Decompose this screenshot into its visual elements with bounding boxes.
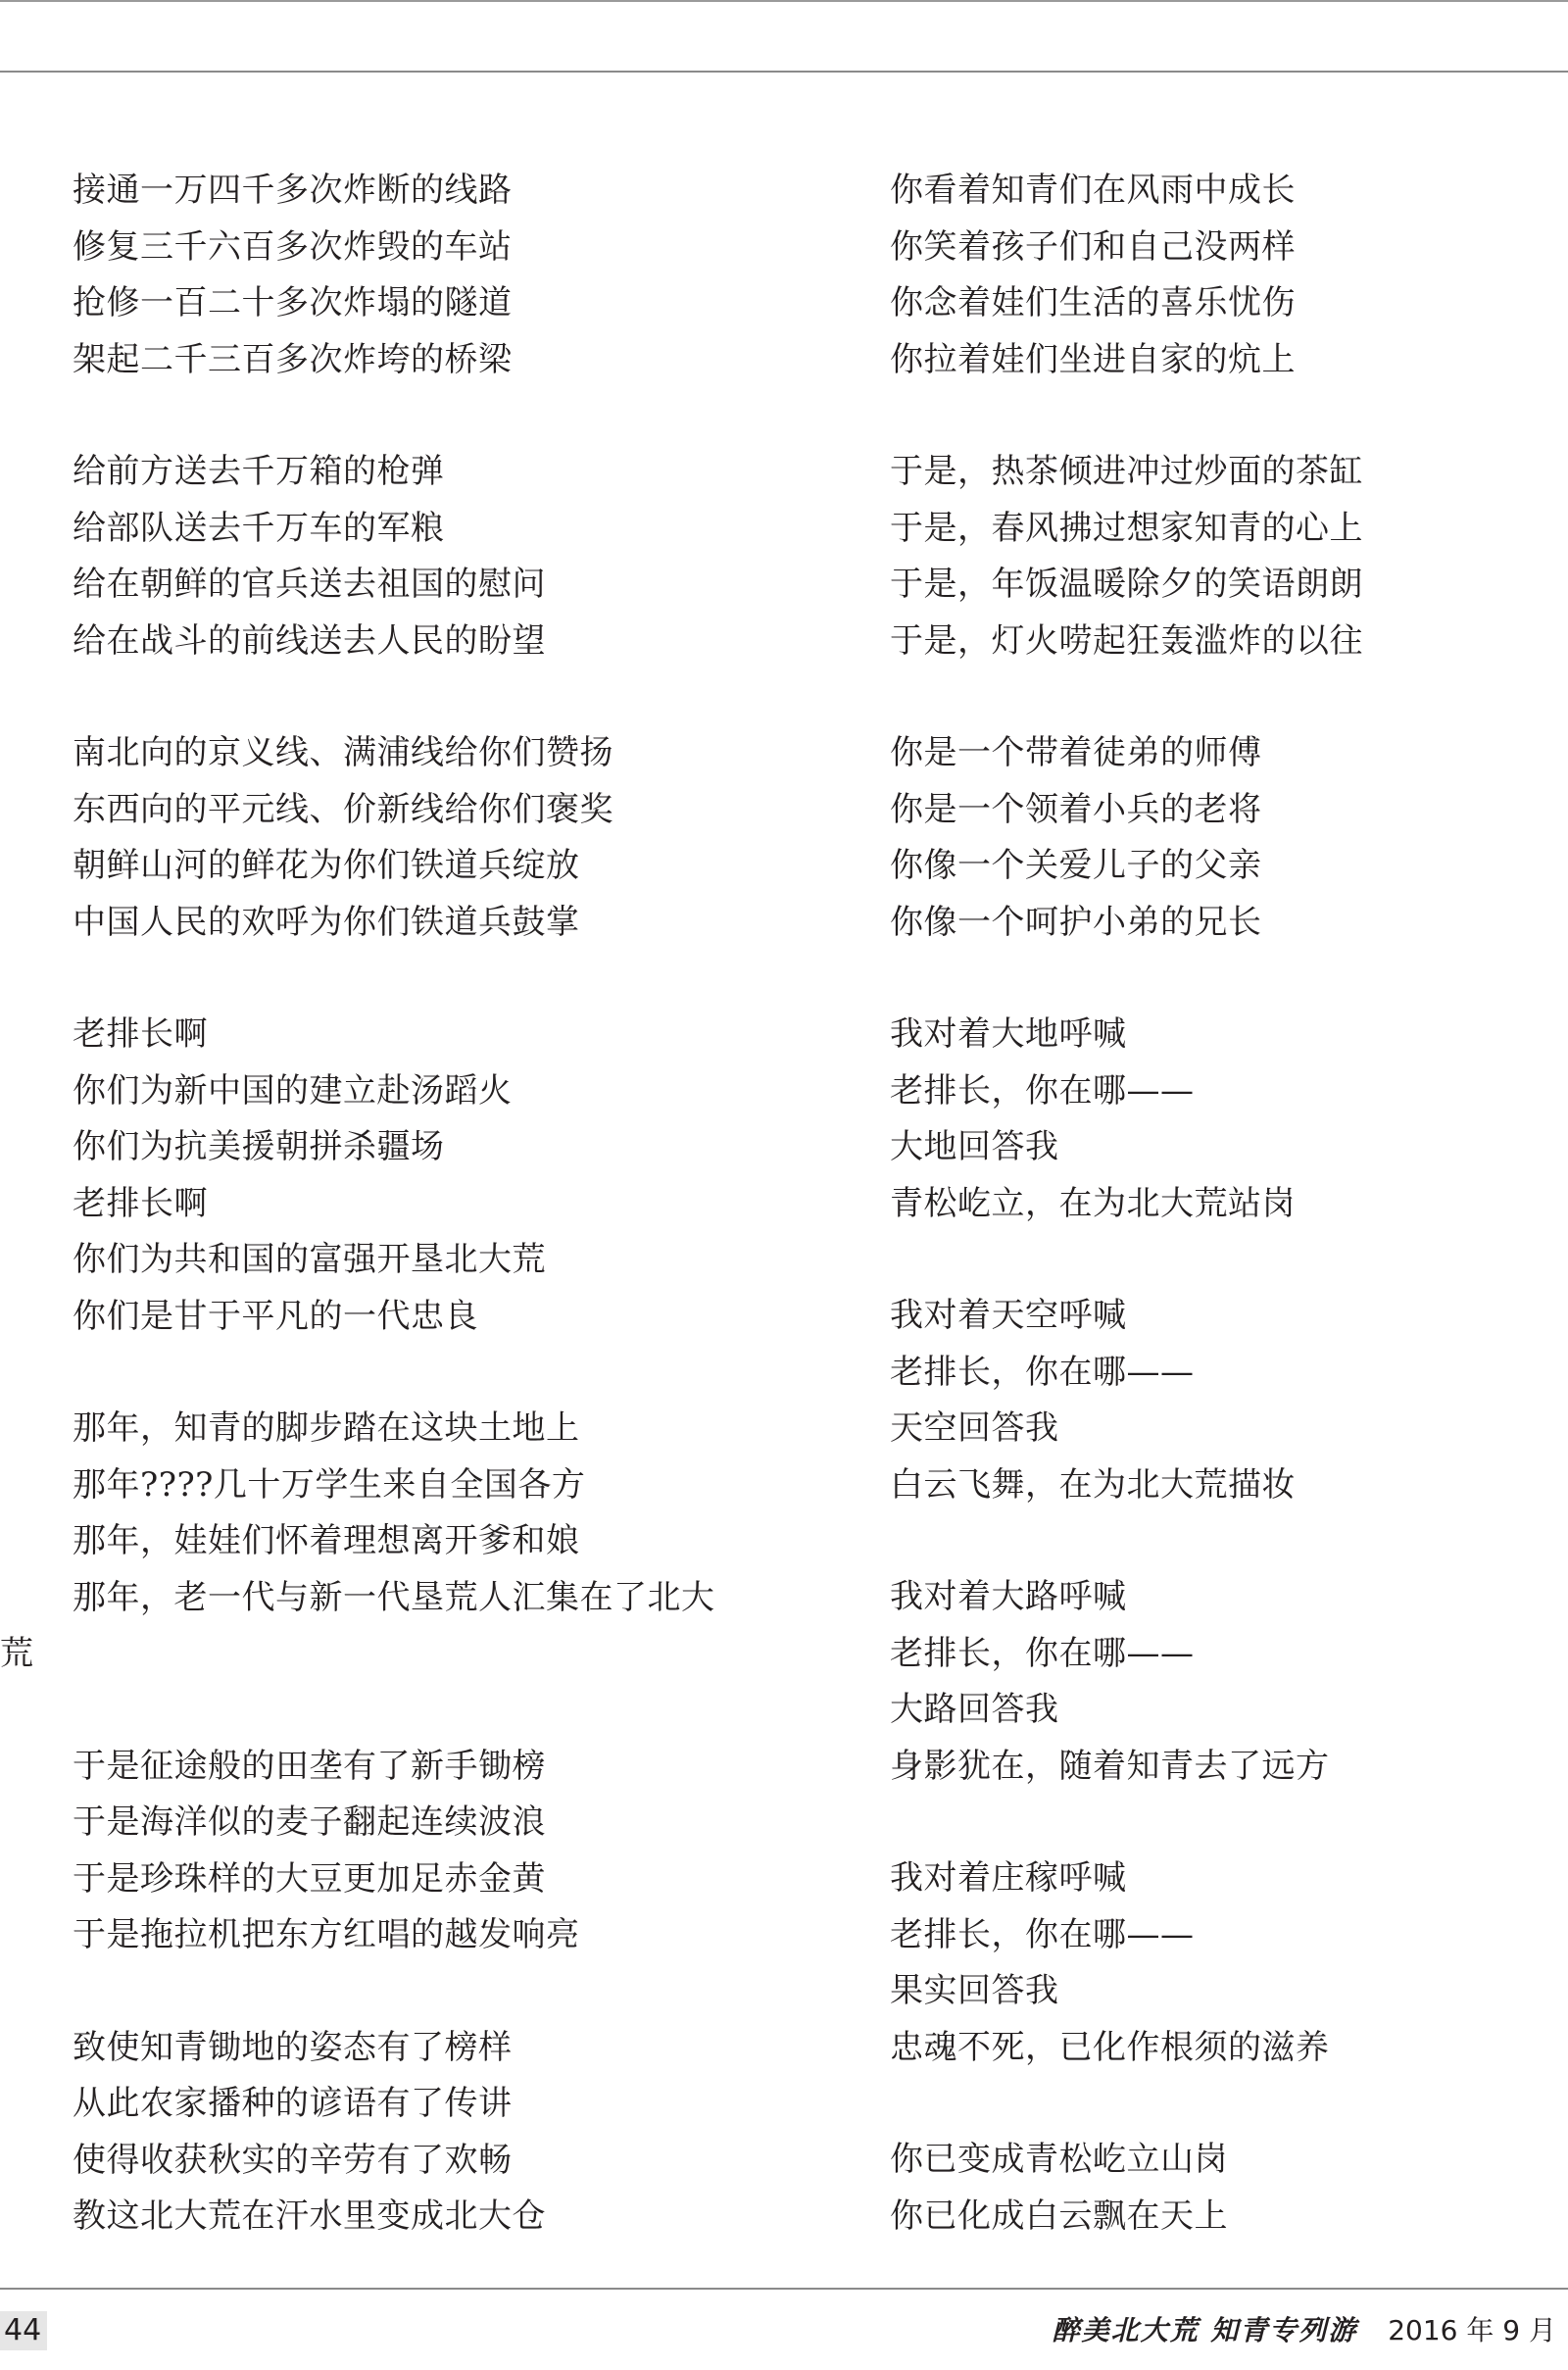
poem-line: 给前方送去千万箱的枪弹 [73, 452, 445, 491]
poem-line: 于是海洋似的麦子翻起连续波浪 [73, 1802, 546, 1842]
poem-line: 你像一个关爱儿子的父亲 [890, 846, 1262, 885]
poem-line: 给在战斗的前线送去人民的盼望 [73, 620, 546, 661]
stanza [73, 725, 817, 951]
page-number: 44 [0, 2311, 47, 2350]
poem-line: 接通一万四千多次炸断的线路 [73, 171, 513, 210]
poem-line: 身影犹在，随着知青去了远方 [890, 1746, 1330, 1786]
stanza [890, 725, 1527, 951]
poem-line: 老排长，你在哪—— [890, 1070, 1195, 1111]
poem-line: 从此农家播种的谚语有了传讲 [73, 2084, 513, 2123]
poem-line: 于是征途般的田垄有了新手锄榜 [73, 1746, 546, 1786]
running-footer [1053, 2311, 1556, 2350]
poem-line: 你们是甘于平凡的一代忠良 [73, 1296, 478, 1336]
poem-line: 老排长，你在哪—— [890, 1352, 1195, 1392]
poem-line: 我对着天空呼喊 [890, 1296, 1127, 1335]
poem-line: 于是，灯火唠起狂轰滥炸的以往 [890, 620, 1363, 661]
poem-line: 你笑着孩子们和自己没两样 [890, 226, 1296, 267]
poem-line: 青松屹立，在为北大荒站岗 [890, 1183, 1296, 1223]
poem-left-column [0, 163, 817, 2301]
poem-line: 致使知青锄地的姿态有了榜样 [73, 2027, 513, 2067]
poem-line: 架起二千三百多次炸垮的桥梁 [73, 339, 513, 379]
poem-line: 抢修一百二十多次炸塌的隧道 [73, 283, 513, 322]
poem-line: 南北向的京义线、满浦线给你们赞扬 [73, 733, 613, 772]
poem-line: 教这北大荒在汗水里变成北大仓 [73, 2197, 546, 2236]
poem-line: 那年，知青的脚步踏在这块土地上 [73, 1408, 580, 1448]
poem-line: 东西向的平元线、价新线给你们褒奖 [73, 789, 613, 829]
header-rule [0, 71, 1568, 73]
poem-line: 天空回答我 [890, 1408, 1059, 1448]
poem-line: 老排长啊 [73, 1014, 208, 1054]
poem-line: 你是一个带着徒弟的师傅 [890, 733, 1262, 772]
poem-line: 你们为共和国的富强开垦北大荒 [73, 1240, 546, 1279]
poem-line: 你是一个领着小兵的老将 [890, 789, 1262, 829]
poem-line: 白云飞舞，在为北大荒描妆 [890, 1464, 1296, 1505]
stanza [73, 1739, 817, 1964]
poem-line: 使得收获秋实的辛劳有了欢畅 [73, 2140, 513, 2180]
poem-line: 那年，娃娃们怀着理想离开爹和娘 [73, 1521, 580, 1560]
poem-line: 于是珍珠样的大豆更加足赤金黄 [73, 1858, 546, 1899]
poem-line: 给部队送去千万车的军粮 [73, 508, 445, 548]
footer-rule [0, 2288, 1568, 2290]
stanza [73, 163, 817, 388]
top-edge-rule [0, 0, 1568, 2]
poem-line: 老排长啊 [73, 1183, 208, 1223]
poem-line: 给在朝鲜的官兵送去祖国的慰问 [73, 565, 546, 604]
poem-line: 于是，热茶倾进冲过炒面的茶缸 [890, 452, 1363, 491]
magazine-title: 醉美北大荒 知青专列游 [1052, 2314, 1358, 2346]
poem-line: 你像一个呵护小弟的兄长 [890, 902, 1262, 942]
stanza [73, 2020, 817, 2246]
poem-line: 那年????几十万学生来自全国各方 [73, 1464, 586, 1505]
poem-line: 大地回答我 [890, 1127, 1059, 1166]
poem-line: 我对着大地呼喊 [890, 1014, 1127, 1054]
poem-line: 老排长，你在哪—— [890, 1633, 1195, 1673]
poem-line: 我对着大路呼喊 [890, 1577, 1127, 1616]
poem-line: 你们为抗美援朝拼杀疆场 [73, 1127, 445, 1166]
poem-line: 忠魂不死，已化作根须的滋养 [890, 2027, 1330, 2067]
poem-line: 你拉着娃们坐进自家的炕上 [890, 339, 1296, 379]
poem-line: 朝鲜山河的鲜花为你们铁道兵绽放 [73, 846, 580, 885]
stanza [890, 163, 1527, 388]
stanza [73, 444, 817, 669]
stanza [890, 1851, 1527, 2076]
poem-line: 于是，春风拂过想家知青的心上 [890, 508, 1363, 548]
stanza [890, 444, 1527, 669]
stanza [0, 1401, 817, 1683]
poem-line: 于是拖拉机把东方红唱的越发响亮 [73, 1915, 580, 1954]
poem-right-column [890, 163, 1527, 2300]
poem-line: 修复三千六百多次炸毁的车站 [73, 226, 513, 267]
poem-line: 你已变成青松屹立山岗 [890, 2140, 1228, 2179]
stanza [890, 2132, 1527, 2245]
stanza [890, 1007, 1527, 1232]
poem-line: 你看着知青们在风雨中成长 [890, 171, 1296, 210]
poem-line: 你们为新中国的建立赴汤蹈火 [73, 1070, 513, 1111]
stanza [890, 1569, 1527, 1795]
poem-line: 大路回答我 [890, 1690, 1059, 1729]
poem-line: 我对着庄稼呼喊 [890, 1858, 1127, 1898]
poem-line: 那年，老一代与新一代垦荒人汇集在了北大 [73, 1577, 715, 1617]
stanza [890, 1288, 1527, 1513]
poem-line: 你已化成白云飘在天上 [890, 2196, 1228, 2236]
poem-line-wrap: 荒 [0, 1634, 34, 1673]
poem-line: 于是，年饭温暖除夕的笑语朗朗 [890, 565, 1363, 604]
issue-date: 2016 年 9 月 [1388, 2314, 1556, 2346]
poem-line: 你念着娃们生活的喜乐忧伤 [890, 283, 1296, 322]
stanza [73, 1007, 817, 1345]
poem-line: 老排长，你在哪—— [890, 1914, 1195, 1954]
poem-line: 果实回答我 [890, 1971, 1059, 2010]
poem-line: 中国人民的欢呼为你们铁道兵鼓掌 [73, 902, 580, 942]
